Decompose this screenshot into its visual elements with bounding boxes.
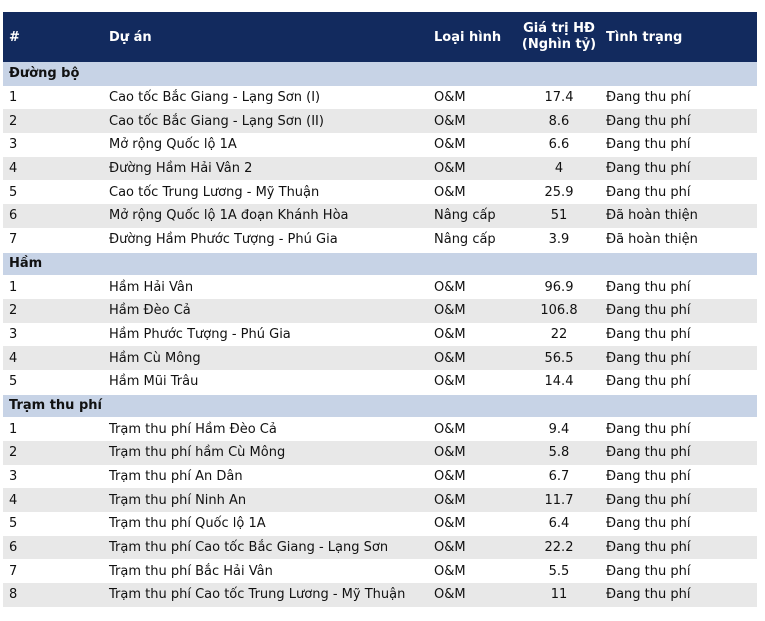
- cell-status: Đang thu phí: [606, 113, 691, 129]
- cell-project: Mở rộng Quốc lộ 1A đoạn Khánh Hòa: [109, 208, 349, 224]
- cell-project: Hầm Mũi Trâu: [109, 373, 199, 389]
- cell-num: 5: [9, 184, 18, 200]
- header-status: Tình trạng: [606, 29, 683, 45]
- cell-value: 5.8: [548, 445, 570, 461]
- cell-project: Cao tốc Bắc Giang - Lạng Sơn (II): [109, 113, 324, 129]
- table-row: [3, 583, 757, 607]
- table-row: [3, 417, 757, 441]
- cell-value: 106.8: [540, 303, 578, 319]
- cell-project: Trạm thu phí Bắc Hải Vân: [109, 563, 273, 579]
- cell-num: 2: [9, 113, 18, 129]
- header-type: Loại hình: [434, 29, 502, 45]
- cell-value: 96.9: [544, 279, 574, 295]
- section-row: [3, 252, 757, 276]
- cell-status: Đang thu phí: [606, 184, 691, 200]
- table-row: [3, 157, 757, 181]
- table-row: [3, 465, 757, 489]
- table-row: [3, 323, 757, 347]
- cell-type: O&M: [434, 421, 466, 437]
- cell-value: 6.4: [548, 516, 570, 532]
- cell-value: 51: [550, 208, 568, 224]
- cell-type: O&M: [434, 137, 466, 153]
- cell-project: Hầm Hải Vân: [109, 279, 194, 295]
- cell-num: 5: [9, 373, 18, 389]
- cell-num: 2: [9, 445, 18, 461]
- cell-value: 9.4: [548, 421, 570, 437]
- cell-status: Đang thu phí: [606, 137, 691, 153]
- table-row: [3, 275, 757, 299]
- header-value: Giá trị HĐ (Nghìn tỷ): [521, 21, 597, 52]
- cell-type: O&M: [434, 492, 466, 508]
- cell-type: O&M: [434, 279, 466, 295]
- cell-project: Trạm thu phí Cao tốc Trung Lương - Mỹ Thuận: [109, 587, 406, 603]
- cell-status: Đang thu phí: [606, 279, 691, 295]
- cell-num: 4: [9, 350, 18, 366]
- cell-status: Đang thu phí: [606, 303, 691, 319]
- table-row: [3, 86, 757, 110]
- cell-status: Đang thu phí: [606, 587, 691, 603]
- cell-value: 8.6: [548, 113, 570, 129]
- cell-value: 5.5: [548, 563, 570, 579]
- section-title: Đường bộ: [9, 66, 80, 82]
- table-row: [3, 441, 757, 465]
- cell-project: Hầm Cù Mông: [109, 350, 201, 366]
- cell-num: 3: [9, 326, 18, 342]
- table-row: [3, 370, 757, 394]
- cell-type: O&M: [434, 469, 466, 485]
- projects-table: [3, 12, 757, 607]
- cell-status: Đang thu phí: [606, 350, 691, 366]
- cell-type: O&M: [434, 113, 466, 129]
- cell-value: 22.2: [544, 540, 574, 556]
- cell-project: Trạm thu phí Cao tốc Bắc Giang - Lạng Sơn: [109, 540, 389, 556]
- cell-status: Đang thu phí: [606, 540, 691, 556]
- table-row: [3, 512, 757, 536]
- header-num: #: [9, 29, 20, 45]
- cell-value: 25.9: [544, 184, 574, 200]
- cell-project: Đường Hầm Phước Tượng - Phú Gia: [109, 231, 338, 247]
- table-row: [3, 204, 757, 228]
- cell-value: 6.7: [548, 469, 570, 485]
- cell-num: 1: [9, 90, 18, 106]
- cell-type: O&M: [434, 516, 466, 532]
- cell-type: O&M: [434, 445, 466, 461]
- cell-value: 6.6: [548, 137, 570, 153]
- table-row: [3, 180, 757, 204]
- cell-status: Đang thu phí: [606, 373, 691, 389]
- section-title: Trạm thu phí: [9, 398, 102, 414]
- cell-project: Trạm thu phí Ninh An: [109, 492, 247, 508]
- table-row: [3, 559, 757, 583]
- cell-type: Nâng cấp: [434, 231, 496, 247]
- cell-num: 4: [9, 492, 18, 508]
- cell-num: 7: [9, 563, 18, 579]
- cell-status: Đã hoàn thiện: [606, 208, 698, 224]
- cell-type: O&M: [434, 184, 466, 200]
- cell-value: 17.4: [544, 90, 574, 106]
- cell-project: Cao tốc Bắc Giang - Lạng Sơn (I): [109, 90, 321, 106]
- cell-num: 8: [9, 587, 18, 603]
- cell-type: O&M: [434, 303, 466, 319]
- cell-project: Cao tốc Trung Lương - Mỹ Thuận: [109, 184, 320, 200]
- cell-status: Đang thu phí: [606, 492, 691, 508]
- cell-status: Đang thu phí: [606, 516, 691, 532]
- cell-project: Hầm Phước Tượng - Phú Gia: [109, 326, 291, 342]
- table-body: [3, 62, 757, 607]
- cell-project: Hầm Đèo Cả: [109, 303, 191, 319]
- cell-status: Đã hoàn thiện: [606, 231, 698, 247]
- cell-status: Đang thu phí: [606, 563, 691, 579]
- cell-value: 4: [554, 161, 564, 177]
- cell-type: O&M: [434, 326, 466, 342]
- table-row: [3, 488, 757, 512]
- cell-value: 3.9: [548, 231, 570, 247]
- cell-type: O&M: [434, 587, 466, 603]
- cell-num: 1: [9, 421, 18, 437]
- cell-type: O&M: [434, 350, 466, 366]
- cell-num: 5: [9, 516, 18, 532]
- cell-type: Nâng cấp: [434, 208, 496, 224]
- section-row: [3, 394, 757, 418]
- cell-project: Trạm thu phí Quốc lộ 1A: [109, 516, 266, 532]
- table-row: [3, 299, 757, 323]
- cell-value: 11: [550, 587, 568, 603]
- cell-project: Mở rộng Quốc lộ 1A: [109, 137, 237, 153]
- cell-num: 4: [9, 161, 18, 177]
- table-row: [3, 536, 757, 560]
- cell-num: 1: [9, 279, 18, 295]
- cell-num: 3: [9, 137, 18, 153]
- section-title: Hầm: [9, 256, 43, 272]
- cell-type: O&M: [434, 563, 466, 579]
- cell-status: Đang thu phí: [606, 445, 691, 461]
- cell-project: Trạm thu phí hầm Cù Mông: [109, 445, 286, 461]
- cell-type: O&M: [434, 90, 466, 106]
- cell-value: 22: [550, 326, 568, 342]
- table-row: [3, 228, 757, 252]
- cell-status: Đang thu phí: [606, 90, 691, 106]
- table-row: [3, 133, 757, 157]
- cell-num: 7: [9, 231, 18, 247]
- cell-num: 6: [9, 208, 18, 224]
- cell-num: 2: [9, 303, 18, 319]
- cell-num: 3: [9, 469, 18, 485]
- cell-value: 56.5: [544, 350, 574, 366]
- table-row: [3, 346, 757, 370]
- cell-project: Trạm thu phí An Dân: [109, 469, 243, 485]
- cell-status: Đang thu phí: [606, 161, 691, 177]
- cell-project: Trạm thu phí Hầm Đèo Cả: [109, 421, 277, 437]
- table-row: [3, 109, 757, 133]
- projects-table-container: [3, 12, 757, 607]
- table-header-row: [3, 12, 757, 62]
- cell-status: Đang thu phí: [606, 469, 691, 485]
- cell-value: 11.7: [544, 492, 574, 508]
- section-row: [3, 62, 757, 86]
- cell-status: Đang thu phí: [606, 421, 691, 437]
- cell-status: Đang thu phí: [606, 326, 691, 342]
- cell-type: O&M: [434, 161, 466, 177]
- cell-value: 14.4: [544, 373, 574, 389]
- cell-type: O&M: [434, 540, 466, 556]
- cell-type: O&M: [434, 373, 466, 389]
- header-project: Dự án: [109, 29, 152, 45]
- cell-num: 6: [9, 540, 18, 556]
- cell-project: Đường Hầm Hải Vân 2: [109, 161, 253, 177]
